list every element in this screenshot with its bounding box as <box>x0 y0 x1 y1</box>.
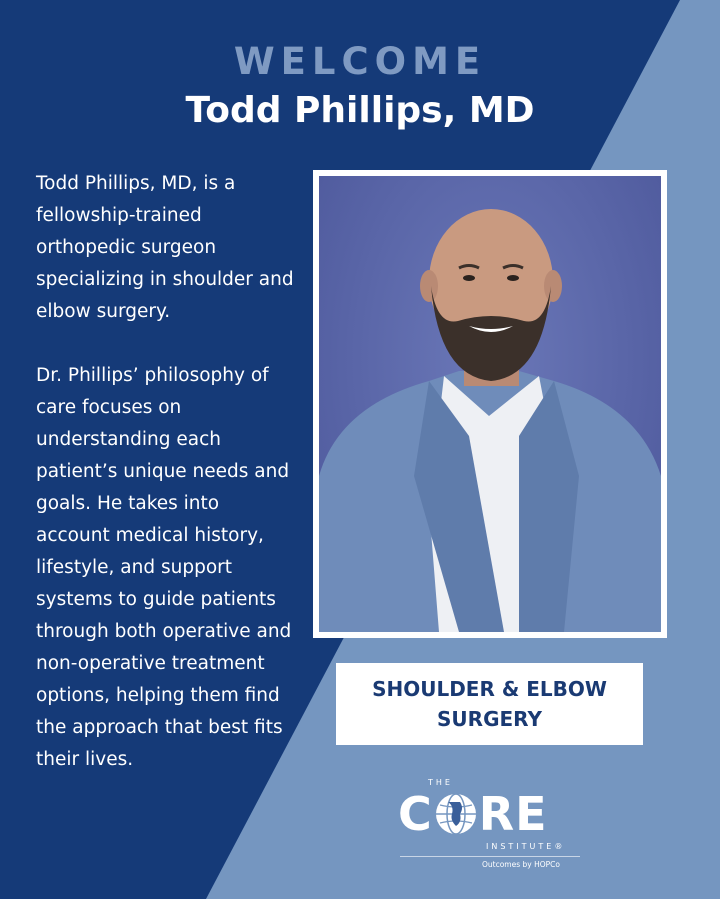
globe-icon <box>434 792 478 836</box>
logo-institute: INSTITUTE® <box>486 842 566 851</box>
bio-paragraph-2: Dr. Phillips’ philosophy of care focuses on understanding each patient’s unique needs and goals. He takes into account medical history, lifestyle, and support systems to guide patients through both operative and non-operative treatment options, helping them find the approach that best fits their lives. <box>36 365 292 770</box>
logo-the: THE <box>428 778 453 787</box>
specialty-box <box>336 663 643 745</box>
welcome-heading: WELCOME <box>233 40 487 83</box>
portrait-photo <box>319 176 661 632</box>
logo-divider <box>400 856 580 857</box>
core-institute-logo <box>398 774 588 874</box>
logo-tagline: Outcomes by HOPCo <box>482 860 560 869</box>
portrait-frame <box>313 170 667 638</box>
logo-letters-re: RE <box>478 787 548 841</box>
bio-text <box>36 168 298 776</box>
bio-paragraph-1: Todd Phillips, MD, is a fellowship-trained orthopedic surgeon specializing in shoulder and elbow surgery. <box>36 173 294 322</box>
logo-letter-c: C <box>398 787 433 841</box>
logo-wordmark <box>398 786 548 842</box>
specialty-label: SHOULDER & ELBOW SURGERY <box>372 677 607 731</box>
doctor-name: Todd Phillips, MD <box>185 90 535 131</box>
